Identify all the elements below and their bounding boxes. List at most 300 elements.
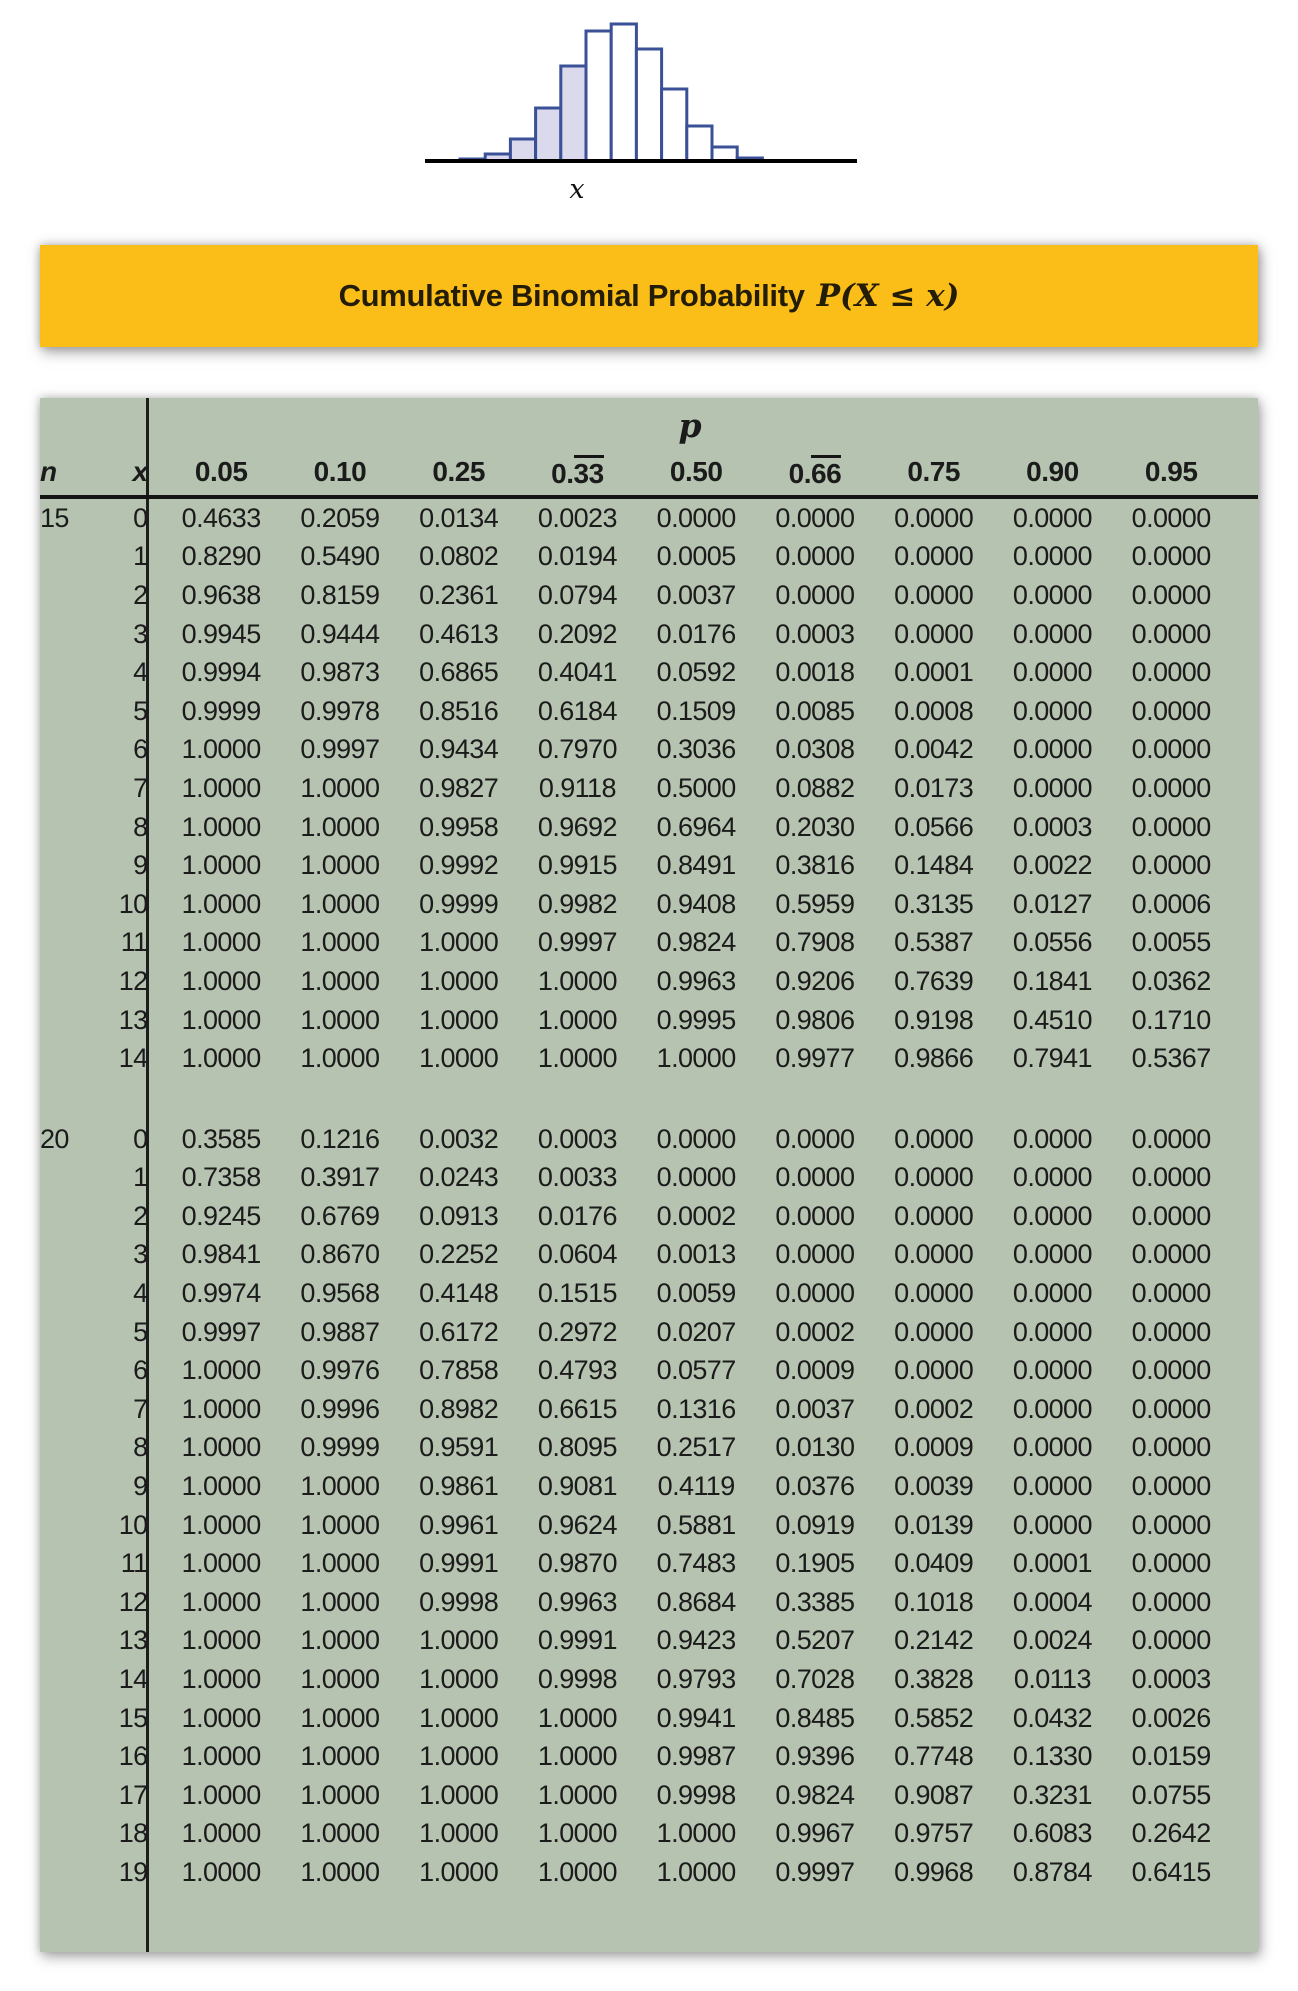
table-row <box>40 576 1258 615</box>
n-value-cell <box>40 1622 101 1661</box>
probability-cell: 0.0004 <box>1012 1586 1092 1617</box>
x-value-cell: 13 <box>118 1625 148 1656</box>
probability-cell: 1.0000 <box>181 1586 261 1617</box>
table-row <box>40 1039 1258 1078</box>
binomial-histogram-figure <box>420 6 880 216</box>
n-value-cell <box>40 1853 101 1892</box>
divider-gap-cell <box>148 1583 162 1622</box>
probability-cell: 0.0000 <box>1131 734 1211 765</box>
table-row <box>40 615 1258 654</box>
probability-cell: 1.0000 <box>419 1625 499 1656</box>
row-pad-cell <box>1231 1622 1258 1661</box>
probability-cell: 0.0376 <box>775 1471 855 1502</box>
probability-cell: 1.0000 <box>537 965 617 996</box>
probability-cell: 0.9991 <box>419 1548 499 1579</box>
p-value-column-header: 0.10 <box>313 456 367 487</box>
n-column-header: n <box>40 456 57 487</box>
probability-cell: 0.9997 <box>537 927 617 958</box>
divider-gap-cell <box>148 1467 162 1506</box>
probability-cell: 1.0000 <box>300 1625 380 1656</box>
repeating-decimal-overline: 66 <box>811 455 841 488</box>
probability-cell: 0.3036 <box>656 734 736 765</box>
probability-cell: 0.0000 <box>1131 695 1211 726</box>
probability-cell: 0.8485 <box>775 1702 855 1733</box>
row-pad-cell <box>1231 1737 1258 1776</box>
probability-cell: 0.8491 <box>656 850 736 881</box>
divider-gap-cell <box>148 924 162 963</box>
n-value-cell <box>40 1583 101 1622</box>
row-pad-cell <box>1231 1274 1258 1313</box>
probability-cell: 0.9591 <box>419 1432 499 1463</box>
divider-gap-cell <box>148 1274 162 1313</box>
x-value-cell: 0 <box>133 502 148 533</box>
probability-cell: 0.2030 <box>775 811 855 842</box>
probability-cell: 0.0001 <box>894 657 974 688</box>
n-value-cell <box>40 1429 101 1468</box>
probability-cell: 1.0000 <box>300 811 380 842</box>
x-value-cell: 13 <box>118 1004 148 1035</box>
probability-cell: 0.1841 <box>1012 965 1092 996</box>
probability-cell: 0.9757 <box>894 1818 974 1849</box>
probability-cell: 0.0000 <box>1012 772 1092 803</box>
probability-cell: 0.1710 <box>1131 1004 1211 1035</box>
probability-cell: 0.9998 <box>419 1586 499 1617</box>
probability-cell: 0.0000 <box>656 1162 736 1193</box>
probability-cell: 1.0000 <box>181 1393 261 1424</box>
probability-cell: 0.0000 <box>1131 541 1211 572</box>
x-value-cell: 8 <box>133 1432 148 1463</box>
table-row <box>40 924 1258 963</box>
probability-cell: 0.0127 <box>1012 888 1092 919</box>
probability-cell: 1.0000 <box>181 927 261 958</box>
row-pad-cell <box>1231 962 1258 1001</box>
header-gap <box>148 450 162 494</box>
probability-cell: 0.9245 <box>181 1200 261 1231</box>
probability-cell: 0.5367 <box>1131 1043 1211 1074</box>
probability-cell: 0.9978 <box>300 695 380 726</box>
divider-gap-cell <box>148 1313 162 1352</box>
row-pad-cell <box>1231 576 1258 615</box>
probability-cell: 0.9999 <box>419 888 499 919</box>
divider-gap-cell <box>148 1622 162 1661</box>
histogram-bar <box>586 31 611 161</box>
table-row <box>40 1622 1258 1661</box>
probability-cell: 0.0194 <box>537 541 617 572</box>
row-pad-cell <box>1231 1660 1258 1699</box>
probability-cell: 0.0000 <box>1012 1278 1092 1309</box>
probability-cell: 0.9423 <box>656 1625 736 1656</box>
x-value-cell: 14 <box>118 1043 148 1074</box>
table-row <box>40 1660 1258 1699</box>
probability-cell: 0.0362 <box>1131 965 1211 996</box>
row-pad-cell <box>1231 1506 1258 1545</box>
probability-cell: 1.0000 <box>537 1779 617 1810</box>
probability-cell: 0.0000 <box>894 1355 974 1386</box>
probability-cell: 1.0000 <box>300 965 380 996</box>
probability-cell: 1.0000 <box>419 1043 499 1074</box>
table-row <box>40 1236 1258 1275</box>
x-value-cell: 1 <box>133 1162 148 1193</box>
probability-cell: 0.0003 <box>1131 1664 1211 1695</box>
probability-cell: 0.0000 <box>1131 772 1211 803</box>
probability-cell: 0.0000 <box>894 1239 974 1270</box>
probability-cell: 0.4633 <box>181 502 261 533</box>
probability-cell: 0.0009 <box>894 1432 974 1463</box>
probability-cell: 0.0000 <box>894 541 974 572</box>
p-value-column-header: 0.05 <box>194 456 248 487</box>
divider-gap-cell <box>148 962 162 1001</box>
probability-cell: 0.0000 <box>656 1123 736 1154</box>
row-pad-cell <box>1231 692 1258 731</box>
divider-gap-cell <box>148 1236 162 1275</box>
probability-cell: 0.0882 <box>775 772 855 803</box>
probability-cell: 0.0033 <box>537 1162 617 1193</box>
probability-cell: 0.0000 <box>775 579 855 610</box>
probability-cell: 0.3231 <box>1012 1779 1092 1810</box>
row-pad-cell <box>1231 1197 1258 1236</box>
x-value-cell: 2 <box>133 579 148 610</box>
probability-cell: 0.0794 <box>537 579 617 610</box>
table-row <box>40 1737 1258 1776</box>
x-value-cell: 12 <box>118 965 148 996</box>
x-value-cell: 14 <box>118 1664 148 1695</box>
probability-cell: 1.0000 <box>419 1856 499 1887</box>
row-pad-cell <box>1231 653 1258 692</box>
n-value-cell <box>40 1001 101 1040</box>
histogram-bar <box>662 89 687 161</box>
row-pad-cell <box>1231 1159 1258 1198</box>
row-pad-cell <box>1231 731 1258 770</box>
probability-cell: 1.0000 <box>181 1004 261 1035</box>
probability-cell: 0.6964 <box>656 811 736 842</box>
probability-cell: 0.0000 <box>1131 618 1211 649</box>
probability-cell: 0.3385 <box>775 1586 855 1617</box>
probability-cell: 1.0000 <box>419 1818 499 1849</box>
probability-cell: 0.0755 <box>1131 1779 1211 1810</box>
probability-cell: 0.9638 <box>181 579 261 610</box>
row-pad-cell <box>1231 1699 1258 1738</box>
probability-cell: 0.4119 <box>657 1471 735 1502</box>
probability-cell: 0.7358 <box>181 1162 261 1193</box>
probability-cell: 1.0000 <box>300 1471 380 1502</box>
divider-gap-cell <box>148 885 162 924</box>
probability-cell: 0.9977 <box>775 1043 855 1074</box>
probability-cell: 0.0003 <box>537 1123 617 1154</box>
table-row <box>40 808 1258 847</box>
probability-cell: 1.0000 <box>181 965 261 996</box>
probability-cell: 1.0000 <box>300 1509 380 1540</box>
probability-cell: 0.0024 <box>1012 1625 1092 1656</box>
probability-cell: 0.0002 <box>656 1200 736 1231</box>
p-value-column-header: 0.33 <box>518 450 637 494</box>
probability-cell: 0.0130 <box>775 1432 855 1463</box>
probability-cell: 0.7970 <box>537 734 617 765</box>
section-spacer-row <box>40 1078 1258 1120</box>
histogram-bar <box>687 126 712 161</box>
row-pad-cell <box>1231 924 1258 963</box>
probability-cell: 0.0000 <box>894 1162 974 1193</box>
table-row <box>40 846 1258 885</box>
probability-cell: 0.0000 <box>775 1162 855 1193</box>
table-row <box>40 1197 1258 1236</box>
probability-cell: 1.0000 <box>419 965 499 996</box>
divider-gap-cell <box>148 576 162 615</box>
probability-cell: 0.0000 <box>1131 1316 1211 1347</box>
probability-cell: 0.8784 <box>1012 1856 1092 1887</box>
probability-cell: 0.1018 <box>894 1586 974 1617</box>
divider-gap-cell <box>148 731 162 770</box>
probability-cell: 1.0000 <box>419 1004 499 1035</box>
probability-cell: 0.9999 <box>181 695 261 726</box>
table-row <box>40 769 1258 808</box>
probability-cell: 1.0000 <box>181 1664 261 1695</box>
histogram-bar <box>561 66 586 161</box>
probability-cell: 0.0000 <box>775 1278 855 1309</box>
probability-cell: 1.0000 <box>656 1856 736 1887</box>
divider-gap-cell <box>148 1120 162 1159</box>
probability-cell: 0.5852 <box>894 1702 974 1733</box>
probability-cell: 1.0000 <box>300 1664 380 1695</box>
probability-cell: 0.0000 <box>1131 811 1211 842</box>
x-value-cell: 11 <box>120 927 148 958</box>
row-pad-cell <box>1231 538 1258 577</box>
probability-cell: 0.0000 <box>775 1200 855 1231</box>
probability-cell: 0.9870 <box>537 1548 617 1579</box>
probability-cell: 1.0000 <box>181 1509 261 1540</box>
n-value-cell <box>40 1506 101 1545</box>
row-pad-cell <box>1231 1313 1258 1352</box>
probability-cell: 0.9793 <box>656 1664 736 1695</box>
divider-gap-cell <box>148 538 162 577</box>
probability-cell: 0.0000 <box>1012 695 1092 726</box>
x-value-cell: 10 <box>118 1509 148 1540</box>
table-row <box>40 1390 1258 1429</box>
p-column-group-header: p <box>678 406 702 445</box>
x-value-cell: 4 <box>133 657 148 688</box>
probability-cell: 0.2252 <box>419 1239 499 1270</box>
probability-cell: 0.9958 <box>419 811 499 842</box>
row-pad-cell <box>1231 1390 1258 1429</box>
probability-cell: 0.0000 <box>1131 579 1211 610</box>
probability-cell: 1.0000 <box>181 1856 261 1887</box>
probability-cell: 0.1316 <box>656 1393 736 1424</box>
probability-cell: 1.0000 <box>419 927 499 958</box>
probability-cell: 1.0000 <box>300 1548 380 1579</box>
probability-cell: 0.2059 <box>300 502 380 533</box>
probability-cell: 0.0000 <box>1131 1239 1211 1270</box>
probability-cell: 0.4793 <box>537 1355 617 1386</box>
x-value-cell: 4 <box>133 1278 148 1309</box>
probability-cell: 0.0023 <box>537 502 617 533</box>
table-header <box>40 450 1258 494</box>
probability-cell: 0.0032 <box>419 1123 499 1154</box>
probability-cell: 0.0000 <box>1131 1432 1211 1463</box>
n-value-cell <box>40 924 101 963</box>
divider-gap-cell <box>148 1039 162 1078</box>
divider-gap-cell <box>148 1506 162 1545</box>
probability-cell: 0.9963 <box>537 1586 617 1617</box>
probability-cell: 0.9963 <box>656 965 736 996</box>
probability-cell: 1.0000 <box>419 1664 499 1695</box>
probability-cell: 0.0018 <box>775 657 855 688</box>
probability-cell: 0.9873 <box>300 657 380 688</box>
probability-cell: 1.0000 <box>181 1625 261 1656</box>
table-row <box>40 1001 1258 1040</box>
probability-cell: 0.1509 <box>656 695 736 726</box>
probability-cell: 0.9866 <box>894 1043 974 1074</box>
histogram-x-axis-label: x <box>569 174 585 205</box>
probability-cell: 0.0000 <box>1012 579 1092 610</box>
probability-cell: 0.0159 <box>1131 1741 1211 1772</box>
probability-cell: 0.4041 <box>537 657 617 688</box>
probability-cell: 0.9997 <box>300 734 380 765</box>
probability-cell: 0.0037 <box>656 579 736 610</box>
n-value-cell <box>40 538 101 577</box>
probability-cell: 0.9999 <box>300 1432 380 1463</box>
table-row <box>40 1815 1258 1854</box>
probability-cell: 0.0000 <box>1131 1123 1211 1154</box>
probability-cell: 0.9987 <box>656 1741 736 1772</box>
histogram-bar <box>712 147 737 161</box>
probability-cell: 0.0000 <box>894 502 974 533</box>
x-value-cell: 3 <box>133 1239 148 1270</box>
probability-cell: 0.7908 <box>775 927 855 958</box>
probability-cell: 1.0000 <box>300 1779 380 1810</box>
row-pad-cell <box>1231 1853 1258 1892</box>
row-pad-cell <box>1231 1583 1258 1622</box>
table-row <box>40 1159 1258 1198</box>
table-header-row <box>40 450 1258 494</box>
divider-gap-cell <box>148 653 162 692</box>
x-value-cell: 16 <box>118 1741 148 1772</box>
p-value-column-header: 0.95 <box>1144 456 1198 487</box>
probability-cell: 0.0919 <box>775 1509 855 1540</box>
probability-cell: 0.0000 <box>1131 1162 1211 1193</box>
probability-cell: 0.0604 <box>537 1239 617 1270</box>
histogram-bar <box>636 49 661 161</box>
repeating-decimal-overline: 33 <box>574 455 604 488</box>
probability-cell: 1.0000 <box>300 1741 380 1772</box>
probability-cell: 0.0000 <box>1012 1393 1092 1424</box>
probability-cell: 1.0000 <box>181 850 261 881</box>
row-pad-cell <box>1231 808 1258 847</box>
n-value-cell <box>40 1236 101 1275</box>
probability-cell: 0.9997 <box>181 1316 261 1347</box>
probability-cell: 1.0000 <box>300 772 380 803</box>
divider-gap-cell <box>148 692 162 731</box>
n-value-cell: 20 <box>40 1123 69 1154</box>
probability-cell: 1.0000 <box>181 1355 261 1386</box>
probability-cell: 0.5490 <box>300 541 380 572</box>
probability-cell: 0.0000 <box>1131 1200 1211 1231</box>
probability-cell: 0.7941 <box>1012 1043 1092 1074</box>
probability-cell: 0.1484 <box>894 850 974 881</box>
probability-cell: 0.0134 <box>419 502 499 533</box>
probability-cell: 0.9996 <box>300 1393 380 1424</box>
probability-cell: 0.6184 <box>537 695 617 726</box>
probability-cell: 0.9991 <box>537 1625 617 1656</box>
probability-cell: 1.0000 <box>181 1471 261 1502</box>
probability-cell: 0.6172 <box>419 1316 499 1347</box>
probability-cell: 0.9806 <box>775 1004 855 1035</box>
probability-cell: 0.2972 <box>537 1316 617 1347</box>
probability-cell: 0.9692 <box>537 811 617 842</box>
probability-cell: 0.3816 <box>775 850 855 881</box>
probability-cell: 0.1905 <box>775 1548 855 1579</box>
probability-cell: 0.0026 <box>1131 1702 1211 1733</box>
probability-cell: 0.0000 <box>1131 1586 1211 1617</box>
probability-cell: 0.0802 <box>419 541 499 572</box>
probability-cell: 1.0000 <box>300 1043 380 1074</box>
histogram-bar <box>536 108 561 161</box>
probability-cell: 0.0000 <box>1131 1355 1211 1386</box>
probability-cell: 1.0000 <box>181 1702 261 1733</box>
probability-cell: 0.0000 <box>656 502 736 533</box>
n-value-cell <box>40 962 101 1001</box>
divider-gap-cell <box>148 1544 162 1583</box>
probability-cell: 0.0000 <box>1131 1278 1211 1309</box>
probability-cell: 0.0243 <box>419 1162 499 1193</box>
probability-cell: 0.0000 <box>1131 657 1211 688</box>
n-value-cell <box>40 1390 101 1429</box>
probability-cell: 0.9568 <box>300 1278 380 1309</box>
table-row <box>40 1776 1258 1815</box>
probability-cell: 0.5387 <box>894 927 974 958</box>
x-value-cell: 18 <box>118 1818 148 1849</box>
probability-cell: 0.7748 <box>894 1741 974 1772</box>
n-value-cell <box>40 1660 101 1699</box>
probability-cell: 0.9945 <box>181 618 261 649</box>
probability-cell: 1.0000 <box>181 1043 261 1074</box>
probability-cell: 0.8982 <box>419 1393 499 1424</box>
x-value-cell: 11 <box>120 1548 148 1579</box>
probability-cell: 0.0592 <box>656 657 736 688</box>
probability-cell: 0.0000 <box>1131 850 1211 881</box>
probability-cell: 1.0000 <box>300 1818 380 1849</box>
probability-cell: 0.0308 <box>775 734 855 765</box>
n-value-cell <box>40 808 101 847</box>
n-value-cell <box>40 885 101 924</box>
divider-gap-cell <box>148 769 162 808</box>
probability-cell: 0.0002 <box>894 1393 974 1424</box>
divider-gap-cell <box>148 1390 162 1429</box>
probability-cell: 0.0001 <box>1012 1548 1092 1579</box>
header-pad <box>1231 450 1258 494</box>
divider-gap-cell <box>148 1429 162 1468</box>
table-row <box>40 1467 1258 1506</box>
x-value-cell: 1 <box>133 541 148 572</box>
probability-cell: 0.8670 <box>300 1239 380 1270</box>
probability-cell: 0.0000 <box>1131 1509 1211 1540</box>
probability-cell: 0.0000 <box>894 1200 974 1231</box>
probability-cell: 0.0000 <box>1131 1548 1211 1579</box>
probability-cell: 0.0059 <box>656 1278 736 1309</box>
probability-cell: 0.9976 <box>300 1355 380 1386</box>
probability-cell: 0.9974 <box>181 1278 261 1309</box>
row-pad-cell <box>1231 1467 1258 1506</box>
probability-cell: 1.0000 <box>537 1741 617 1772</box>
probability-cell: 0.0409 <box>894 1548 974 1579</box>
n-value-cell <box>40 576 101 615</box>
probability-cell: 0.9915 <box>537 850 617 881</box>
probability-cell: 0.9841 <box>181 1239 261 1270</box>
probability-cell: 0.7028 <box>775 1664 855 1695</box>
probability-cell: 0.7858 <box>419 1355 499 1386</box>
x-value-cell: 3 <box>133 618 148 649</box>
probability-cell: 0.0113 <box>1013 1664 1091 1695</box>
probability-cell: 0.0002 <box>775 1316 855 1347</box>
histogram-bar <box>611 24 636 161</box>
